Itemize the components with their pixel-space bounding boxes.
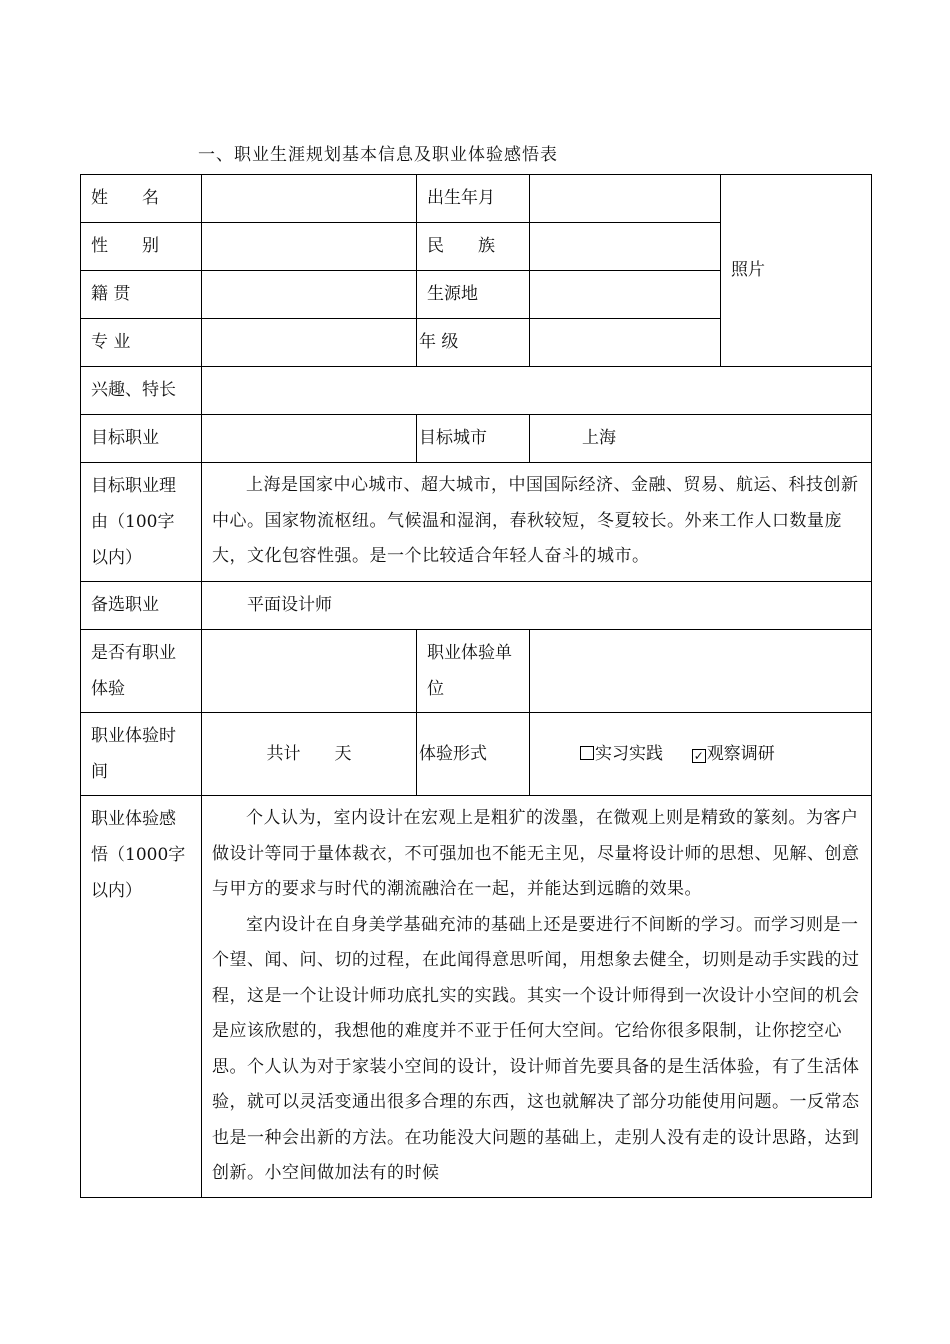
label-hometown: 籍 贯: [81, 271, 202, 319]
field-target-reason[interactable]: [202, 463, 872, 582]
field-target-job[interactable]: [202, 415, 417, 463]
option-internship-label: 实习实践: [595, 743, 663, 764]
field-ethnicity[interactable]: [530, 223, 721, 271]
field-grade[interactable]: [530, 319, 721, 367]
career-info-table: [80, 174, 872, 1198]
option-observation-label: 观察调研: [706, 743, 775, 764]
label-birth: 出生年月: [417, 175, 530, 223]
label-gender: 性 别: [81, 223, 202, 271]
reflection-paragraph-2: 室内设计在自身美学基础充沛的基础上还是要进行不间断的学习。而学习则是一个望、闻、问、切的过程，在此闻得意思听闻，用想象去健全，切则是动手实践的过程，这是一个让设计师功底扎实的实践。其实一个设计师得到一次设计小空间的机会是应该欣慰的，我想他的难度并不亚于任何大空间。它给你很多限制，让你挖空心思。个人认为对于家装小空间的设计，设计师首先要具备的是生活体验，有了生活体验，就可以灵活变通出很多合理的东西，这也就解决了部分功能使用问题。一反常态也是一种会出新的方法。在功能没大问题的基础上，走别人没有走的设计思路，达到创新。小空间做加法有的时候: [212, 914, 860, 1183]
label-reflection: 职业体验感悟（1000字以内）: [81, 796, 202, 1198]
field-birth[interactable]: [530, 175, 721, 223]
field-exp-unit[interactable]: [530, 630, 872, 713]
field-exp-form: [530, 713, 872, 796]
label-exp-unit: 职业体验单位: [417, 630, 530, 713]
label-target-job: 目标职业: [81, 415, 202, 463]
label-origin: 生源地: [417, 271, 530, 319]
label-name: 姓 名: [81, 175, 202, 223]
field-major[interactable]: [202, 319, 417, 367]
alt-job-value: 平面设计师: [247, 595, 332, 615]
field-has-experience[interactable]: [202, 630, 417, 713]
photo-box[interactable]: 照片: [721, 175, 872, 367]
label-interests: 兴趣、特长: [81, 367, 202, 415]
target-city-value: 上海: [582, 428, 616, 448]
checkbox-observation[interactable]: ✓: [693, 748, 704, 763]
field-origin[interactable]: [530, 271, 721, 319]
field-reflection[interactable]: [202, 796, 872, 1198]
label-target-city: 目标城市: [417, 415, 530, 463]
form-title: 一、职业生涯规划基本信息及职业体验感悟表: [198, 145, 558, 165]
field-hometown[interactable]: [202, 271, 417, 319]
checkbox-internship[interactable]: [580, 746, 594, 760]
field-interests[interactable]: [202, 367, 872, 415]
label-grade: 年 级: [417, 319, 530, 367]
label-ethnicity: 民 族: [417, 223, 530, 271]
field-gender[interactable]: [202, 223, 417, 271]
label-major: 专 业: [81, 319, 202, 367]
field-target-city[interactable]: [530, 415, 872, 463]
label-has-experience: 是否有职业体验: [81, 630, 202, 713]
field-exp-time[interactable]: 共计 天: [202, 713, 417, 796]
reflection-paragraph-1: 个人认为，室内设计在宏观上是粗犷的泼墨，在微观上则是精致的篆刻。为客户做设计等同于量体裁衣，不可强加也不能无主见，尽量将设计师的思想、见解、创意与甲方的要求与时代的潮流融洽在一起，并能达到远瞻的效果。: [212, 808, 860, 899]
label-alt-job: 备选职业: [81, 582, 202, 630]
label-exp-time: 职业体验时间: [81, 713, 202, 796]
field-name[interactable]: [202, 175, 417, 223]
field-alt-job[interactable]: [202, 582, 872, 630]
target-reason-text: 上海是国家中心城市、超大城市，中国国际经济、金融、贸易、航运、科技创新中心。国家物流枢纽。气候温和湿润，春秋较短，冬夏较长。外来工作人口数量庞大，文化包容性强。是一个比较适合年轻人奋斗的城市。: [212, 475, 859, 566]
label-exp-form: 体验形式: [417, 713, 530, 796]
label-target-reason: 目标职业理由（100字以内）: [81, 463, 202, 582]
